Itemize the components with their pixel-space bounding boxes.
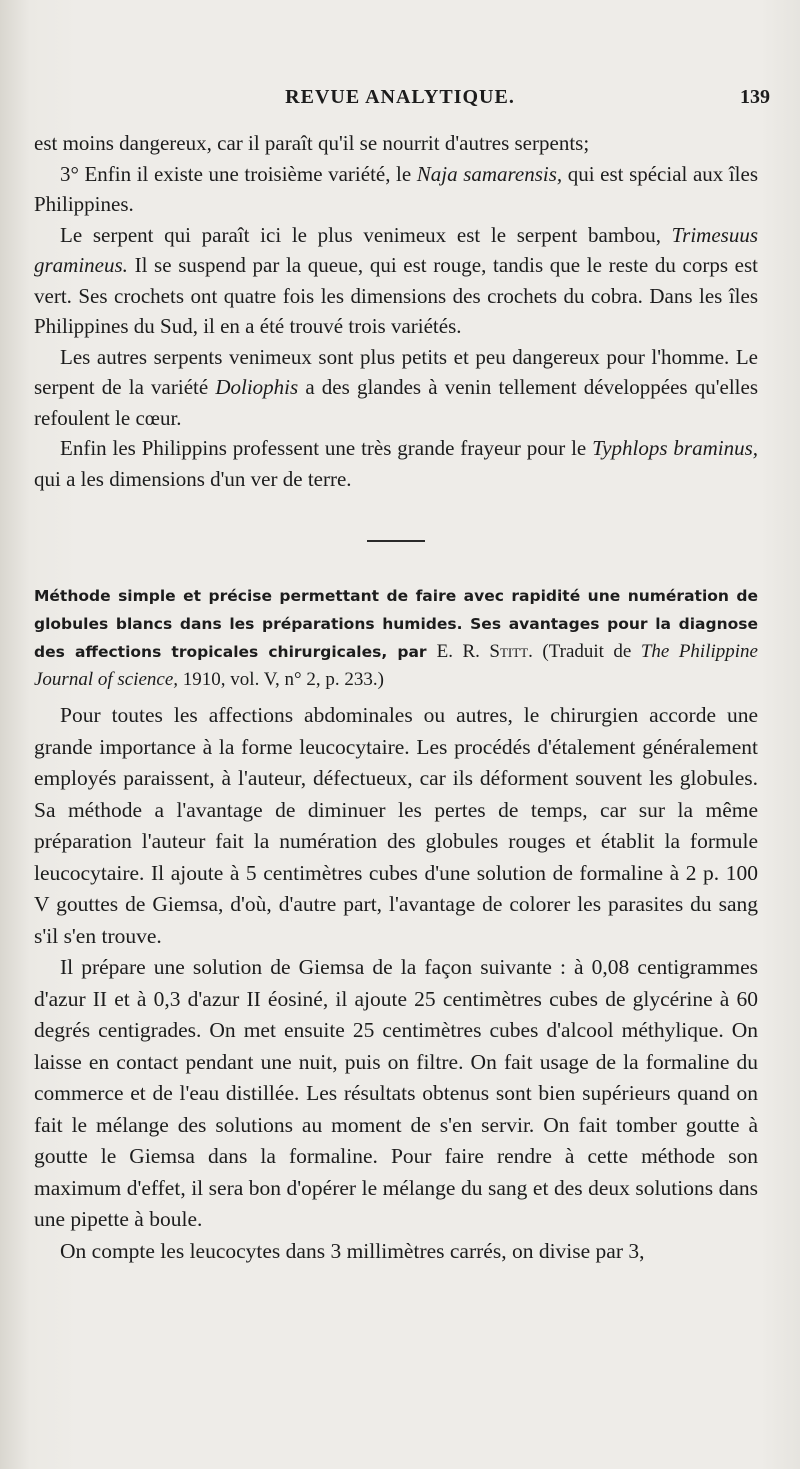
article-paragraph: On compte les leucocytes dans 3 millimètres carrés, on divise par 3, <box>60 1238 645 1263</box>
paragraph-typhlops: Enfin les Philippins professent une très grande frayeur pour le Typhlops braminus, qui a les dimensions d'un ver de terre. <box>34 436 758 491</box>
paragraph-bamboo-snake: Le serpent qui paraît ici le plus venimeux est le serpent bambou, Trimesuus gramineus. Il se suspend par la queue, qui est rouge, tandis que le reste du corps est vert. Ses crochets ont quatre fois les dimensions des crochets du cobra. Dans les îles Philippines du Sud, il en a été trouvé trois variétés. <box>34 222 758 338</box>
running-title: REVUE ANALYTIQUE. <box>285 86 515 108</box>
paragraph-other-snakes: Les autres serpents venimeux sont plus petits et peu dangereux pour l'homme. Le serpent de la variété Doliophis a des glandes à venin tellement développées qu'elles refoulent le cœur. <box>34 344 758 430</box>
article-reference: E. R. Stitt. (Traduit de The Philippine Journal of science, 1910, vol. V, n° 2, p. 233.) <box>34 641 758 690</box>
running-header <box>30 86 770 116</box>
paragraph-third-variety: 3° Enfin il existe une troisième variété, le Naja samarensis, qui est spécial aux îles Philippines. <box>34 161 758 216</box>
article-body <box>34 700 758 1267</box>
page-number: 139 <box>740 86 770 108</box>
article-paragraph: Pour toutes les affections abdominales ou autres, le chirurgien accorde une grande importance à la forme leucocytaire. Les procédés d'étalement généralement employés paraissent, à l'auteur, défectueux, car ils déforment souvent les globules. Sa méthode a l'avantage de diminuer les pertes de temps, car sur la même préparation l'auteur fait la numération des globules rouges et établit la formule leucocytaire. Il ajoute à 5 centimètres cubes d'une solution de formaline à 2 p. 100 V gouttes de Giemsa, d'où, d'autre part, l'avantage de colorer les parasites du sang s'il s'en trouve. <box>34 703 758 948</box>
article-title: Méthode simple et précise permettant de faire avec rapidité une numération de globules blancs dans les préparations humides. Ses avantages pour la diagnose des affections tropicales chirurgicales, par <box>34 587 758 661</box>
page-content <box>34 128 758 1267</box>
species-name: Typhlops braminus, <box>592 436 758 460</box>
section-divider <box>367 540 425 542</box>
article-paragraph: Il prépare une solution de Giemsa de la façon suivante : à 0,08 centigrammes d'azur II et à 0,3 d'azur II éosiné, il ajoute 25 centimètres cubes de glycérine à 60 degrés centigrades. On met ensuite 25 centimètres cubes d'alcool méthylique. On laisse en contact pendant une nuit, puis on filtre. On fait usage de la formaline du commerce et de l'eau distillée. Les résultats obtenus sont bien supérieurs quand on fait le mélange des solutions au moment de s'en servir. On fait tomber goutte à goutte le Giemsa dans la formaline. Pour faire rendre à cette méthode son maximum d'effet, il sera bon d'opérer le mélange du sang et des deux solutions dans une pipette à boule. <box>34 955 758 1231</box>
species-name: Trimesuus gramineus. <box>34 222 758 277</box>
article-author: E. R. Stitt. <box>436 641 533 662</box>
journal-name: The Philippine Journal of science, <box>34 641 758 690</box>
paragraph-continuation: est moins dangereux, car il paraît qu'il se nourrit d'autres serpents; <box>34 131 590 155</box>
species-name: Naja samarensis, <box>416 161 563 186</box>
article-heading <box>34 582 758 694</box>
species-name: Doliophis <box>215 375 299 399</box>
